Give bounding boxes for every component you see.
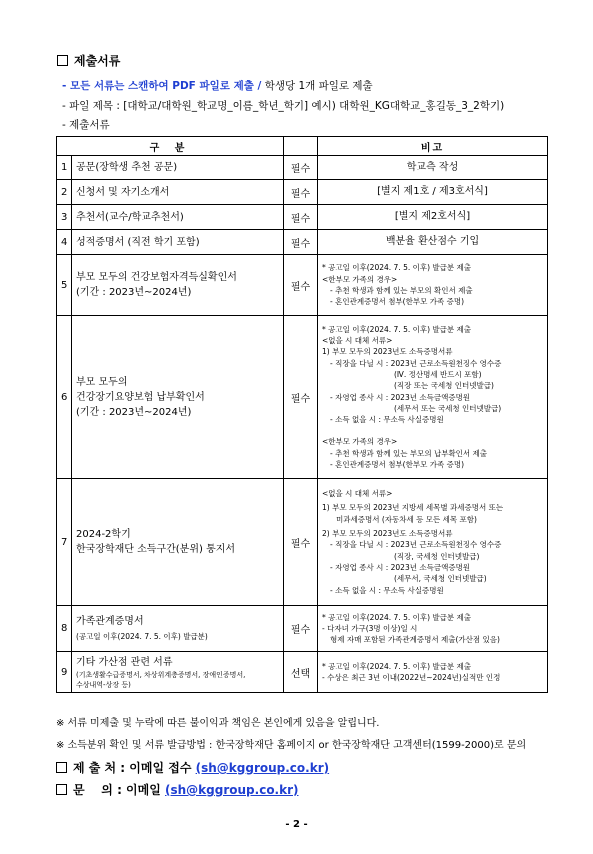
note-line: (Ⅳ. 정산명세 반드시 포함) bbox=[394, 369, 482, 379]
row-name-line: 부모 모두의 건강보험자격득실확인서 bbox=[76, 272, 237, 283]
note-line: * 공고일 이후(2024. 7. 5. 이후) 발급분 제출 bbox=[322, 612, 472, 622]
table-row bbox=[57, 205, 548, 230]
row-name: 추천서(교수/학교추천서) bbox=[72, 205, 284, 230]
note-line: <한부모 가족의 경우> bbox=[322, 274, 398, 284]
row-required: 필수 bbox=[284, 606, 318, 652]
note-line: - 자영업 종사 시 : 2023년 소득금액증명원 bbox=[330, 392, 471, 402]
row-number: 8 bbox=[57, 606, 72, 652]
note-line: - 추천 학생과 함께 있는 부모의 확인서 제출 bbox=[330, 286, 473, 295]
note-line: - 소득 없을 시 : 무소득 사실증명원 bbox=[330, 415, 444, 425]
row-name-line: 수상내역-상장 등) bbox=[76, 680, 131, 689]
documents-table bbox=[56, 136, 548, 693]
note-line: 미과세증명서 (자동차세 등 모든 세목 포함) bbox=[336, 514, 477, 524]
table-row bbox=[57, 652, 548, 693]
footer-note-income: ※ 소득분위 확인 및 서류 발급방법 : 한국장학재단 홈페이지 or 한국장학재단 고객센터(1599-2000)로 문의 bbox=[56, 740, 527, 751]
row-required: 필수 bbox=[284, 230, 318, 255]
row-number: 4 bbox=[57, 230, 72, 255]
bullet-pdf-instructions: - 모든 서류는 스캔하여 PDF 파일로 제출 / 학생당 1개 파일로 제출 bbox=[62, 80, 373, 92]
inquiry-email-link[interactable]: (sh@kggroup.co.kr) bbox=[165, 783, 299, 797]
pdf-highlight-text: 모든 서류는 스캔하여 PDF 파일로 제출 / bbox=[70, 80, 262, 92]
note-line: - 수상은 최근 3년 이내(2022년~2024년)실적만 인정 bbox=[322, 673, 501, 682]
table-row bbox=[57, 606, 548, 652]
row-number: 6 bbox=[57, 316, 72, 479]
row-name bbox=[72, 255, 284, 316]
row-number: 2 bbox=[57, 180, 72, 205]
note-line: * 공고일 이후(2024. 7. 5. 이후) 발급분 제출 bbox=[322, 263, 472, 273]
note-line: <한부모 가족의 경우> bbox=[322, 437, 398, 447]
note-line: 1) 부모 모두의 2023년도 소득증명서류 bbox=[322, 347, 453, 357]
row-note: [별지 제1호 / 제3호서식] bbox=[318, 180, 548, 205]
note-spacer bbox=[322, 425, 543, 436]
note-line: 1) 부모 모두의 2023년 지방세 세목별 과세증명서 또는 bbox=[322, 503, 504, 513]
note-line: <없을 시 대체 서류> bbox=[322, 489, 393, 499]
checkbox-square-icon bbox=[56, 784, 67, 795]
note-line: (직장, 국세청 인터넷발급) bbox=[394, 551, 480, 561]
submit-email-link[interactable]: (sh@kggroup.co.kr) bbox=[195, 761, 330, 775]
bullet-filename: - 파일 제목 : [대학교/대학원_학교명_이름_학년_학기] 예시) 대학원_KG대학교_홍길동_3_2학기) bbox=[62, 100, 505, 112]
table-row bbox=[57, 180, 548, 205]
row-number: 5 bbox=[57, 255, 72, 316]
row-name-line: 가족관계증명서 bbox=[76, 615, 144, 627]
submit-label: 제 출 처 : 이메일 접수 bbox=[73, 761, 196, 775]
section-title: 제출서류 bbox=[74, 54, 121, 68]
row-note bbox=[318, 255, 548, 316]
header-remarks: 비고 bbox=[318, 137, 548, 156]
table-row bbox=[57, 316, 548, 479]
row-required: 필수 bbox=[284, 156, 318, 180]
table-row bbox=[57, 230, 548, 255]
table-row bbox=[57, 479, 548, 606]
pdf-rest-text: 학생당 1개 파일로 제출 bbox=[261, 80, 373, 92]
note-line: - 자영업 종사 시 : 2023년 소득금액증명원 bbox=[330, 562, 471, 572]
section-heading bbox=[57, 52, 120, 69]
row-note bbox=[318, 652, 548, 693]
table-row bbox=[57, 156, 548, 180]
row-required: 필수 bbox=[284, 479, 318, 606]
row-name-line: 건강장기요양보험 납부확인서 bbox=[76, 391, 205, 403]
note-line: - 직장을 다닐 시 : 2023년 근로소득원천징수 영수증 bbox=[330, 358, 502, 368]
row-name-line: 기타 가산점 관련 서류 bbox=[76, 656, 173, 668]
row-note: 학교측 작성 bbox=[318, 156, 548, 180]
submit-line bbox=[56, 759, 329, 776]
note-line: (직장 또는 국세청 인터넷발급) bbox=[394, 381, 494, 391]
note-line: - 직장을 다닐 시 : 2023년 근로소득원천징수 영수증 bbox=[330, 540, 502, 550]
note-line: 형제 자매 포함된 가족관계증명서 제출(가산점 있음) bbox=[330, 635, 500, 645]
table-row bbox=[57, 255, 548, 316]
row-name bbox=[72, 652, 284, 693]
row-name-line: 한국장학재단 소득구간(분위) 통지서 bbox=[76, 544, 236, 555]
row-number: 1 bbox=[57, 156, 72, 180]
note-line: * 공고일 이후(2024. 7. 5. 이후) 발급분 제출 bbox=[322, 661, 472, 671]
page-number: - 2 - bbox=[285, 819, 308, 830]
row-required: 필수 bbox=[284, 205, 318, 230]
row-name-line: 2024-2학기 bbox=[76, 529, 131, 540]
note-line: <없을 시 대체 서류> bbox=[322, 336, 393, 346]
inquiry-line bbox=[56, 781, 299, 798]
note-line: * 공고일 이후(2024. 7. 5. 이후) 발급분 제출 bbox=[322, 324, 472, 334]
bullet-documents: - 제출서류 bbox=[62, 119, 110, 131]
inquiry-label: 문 의 : 이메일 bbox=[73, 783, 166, 797]
note-line: - 소득 없을 시 : 무소득 사실증명원 bbox=[330, 585, 444, 595]
note-line: - 추천 학생과 함께 있는 부모의 납부확인서 제출 bbox=[330, 448, 488, 458]
row-name-line: (기간 : 2023년~2024년) bbox=[76, 287, 192, 298]
note-line: (세무서 또는 국세청 인터넷발급) bbox=[394, 403, 502, 413]
row-name-line: (공고일 이후(2024. 7. 5. 이후) 발급분) bbox=[76, 631, 208, 641]
row-note: [별지 제2호서식] bbox=[318, 205, 548, 230]
row-name-line: 부모 모두의 bbox=[76, 376, 128, 388]
row-number: 3 bbox=[57, 205, 72, 230]
table-header-row bbox=[57, 137, 548, 156]
header-category: 구 분 bbox=[57, 137, 284, 156]
checkbox-square-icon bbox=[56, 762, 67, 773]
row-required: 필수 bbox=[284, 180, 318, 205]
row-name bbox=[72, 316, 284, 479]
footer-note-responsibility: ※ 서류 미제출 및 누락에 따른 불이익과 책임은 본인에게 있음을 알립니다. bbox=[56, 718, 380, 729]
row-name: 성적증명서 (직전 학기 포함) bbox=[72, 230, 284, 255]
header-required bbox=[284, 137, 318, 156]
note-line: - 혼인관계증명서 첨부(한부모 가족 증명) bbox=[330, 297, 465, 307]
row-required: 필수 bbox=[284, 255, 318, 316]
row-required: 필수 bbox=[284, 316, 318, 479]
note-line: (세무서, 국세청 인터넷발급) bbox=[394, 574, 487, 584]
row-required: 선택 bbox=[284, 652, 318, 693]
row-number: 9 bbox=[57, 652, 72, 693]
note-line: 2) 부모 모두의 2023년도 소득증명서류 bbox=[322, 529, 453, 539]
note-line: - 혼인관계증명서 첨부(한부모 가족 증명) bbox=[330, 459, 465, 469]
row-note: 백분율 환산점수 기입 bbox=[318, 230, 548, 255]
note-line: - 다자녀 가구(3명 이상)일 시 bbox=[322, 623, 418, 633]
checkbox-square-icon bbox=[57, 55, 68, 66]
row-name-line: (기초생활수급증명서, 차상위계층증명서, 장애인증명서, bbox=[76, 670, 246, 679]
row-name bbox=[72, 479, 284, 606]
row-note bbox=[318, 316, 548, 479]
row-note bbox=[318, 479, 548, 606]
row-name: 신청서 및 자기소개서 bbox=[72, 180, 284, 205]
row-note bbox=[318, 606, 548, 652]
row-name-line: (기간 : 2023년~2024년) bbox=[76, 406, 192, 418]
row-name bbox=[72, 606, 284, 652]
row-number: 7 bbox=[57, 479, 72, 606]
row-name: 공문(장학생 추천 공문) bbox=[72, 156, 284, 180]
